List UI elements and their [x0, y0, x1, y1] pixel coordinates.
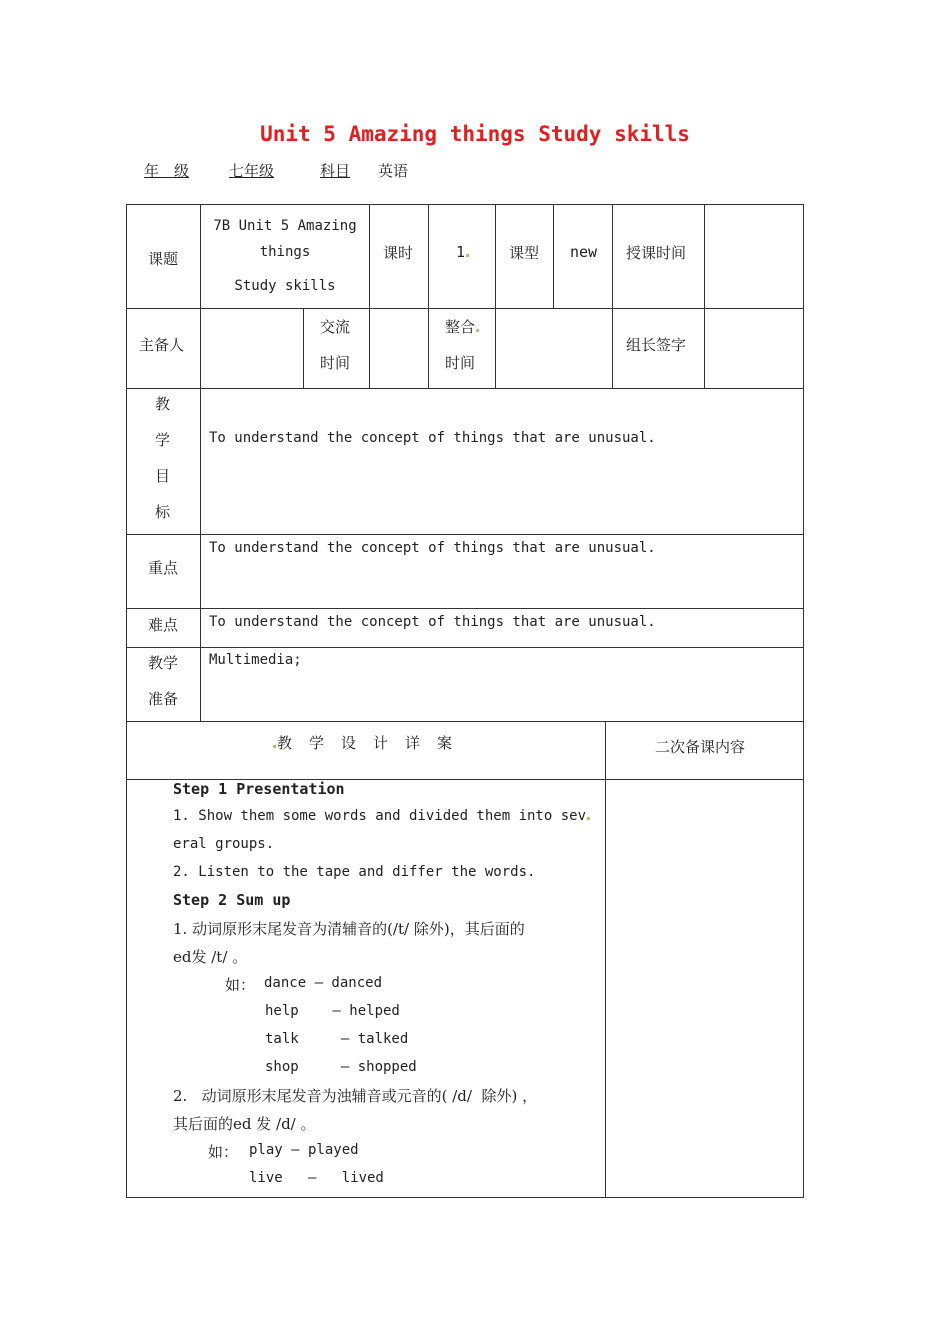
example-play: play — played	[249, 1142, 359, 1158]
grade-label: 年 级	[144, 162, 190, 180]
page-title: Unit 5 Amazing things Study skills	[260, 122, 690, 146]
type-value: new	[570, 243, 598, 261]
rule1-line2: ed发 /t/ 。	[173, 948, 248, 966]
example-shop: shop — shopped	[265, 1059, 417, 1075]
period-label: 课时	[383, 244, 414, 262]
teach-time-label: 授课时间	[626, 244, 687, 262]
rule2-line1: 2. 动词原形末尾发音为浊辅音或元音的( /d/ 除外) ，	[173, 1087, 538, 1105]
example-prefix-2: 如：	[208, 1143, 239, 1161]
exchange-label-1: 交流	[320, 318, 351, 336]
preparation-label-2: 准备	[148, 690, 179, 708]
exchange-label-2: 时间	[320, 354, 351, 372]
objectives-label-char-4: 标	[155, 503, 171, 521]
preparation-label-1: 教学	[148, 654, 179, 672]
step1-item2: 2. Listen to the tape and differ the words.	[173, 864, 536, 880]
example-dance: dance — danced	[264, 975, 383, 991]
design-header: 教 学 设 计 详 案	[272, 732, 453, 753]
objectives-label-char-3: 目	[155, 467, 171, 485]
topic-label: 课题	[148, 250, 179, 268]
example-live: live — lived	[249, 1170, 384, 1186]
difficulties-text: To understand the concept of things that are unusual.	[209, 614, 656, 630]
type-label: 课型	[509, 244, 540, 262]
subject-value: 英语	[378, 162, 409, 180]
topic-line-3: Study skills	[234, 278, 336, 294]
leader-sign-label: 组长签字	[626, 336, 687, 354]
preparer-label: 主备人	[139, 336, 185, 354]
objectives-label-char-2: 学	[155, 431, 171, 449]
topic-line-1: 7B Unit 5 Amazing	[213, 218, 357, 234]
rule2-line2: 其后面的ed 发 /d/ 。	[173, 1115, 316, 1133]
integrate-label-2: 时间	[445, 354, 476, 372]
step1-title: Step 1 Presentation	[173, 780, 345, 798]
key-points-label: 重点	[148, 559, 179, 577]
difficulties-label: 难点	[148, 616, 179, 634]
integrate-label-1: 整合	[445, 316, 479, 337]
period-value: 1	[456, 243, 469, 261]
example-help: help — helped	[265, 1003, 400, 1019]
step2-title: Step 2 Sum up	[173, 891, 291, 909]
preparation-text: Multimedia;	[209, 652, 302, 668]
step1-item1-line2: eral groups.	[173, 836, 275, 852]
subject-label: 科目	[320, 162, 351, 180]
example-prefix-1: 如：	[225, 976, 256, 994]
objectives-text: To understand the concept of things that are unusual.	[209, 430, 656, 446]
grade-value: 七年级	[229, 162, 275, 180]
rule1-line1: 1. 动词原形末尾发音为清辅音的(/t/ 除外)，其后面的	[173, 920, 525, 938]
objectives-label-char-1: 教	[155, 395, 171, 413]
example-talk: talk — talked	[265, 1031, 409, 1047]
key-points-text: To understand the concept of things that are unusual.	[209, 540, 656, 556]
side-header: 二次备课内容	[655, 738, 746, 756]
step1-item1-line1: 1. Show them some words and divided them into sev	[173, 808, 590, 824]
topic-line-2: things	[259, 244, 311, 260]
